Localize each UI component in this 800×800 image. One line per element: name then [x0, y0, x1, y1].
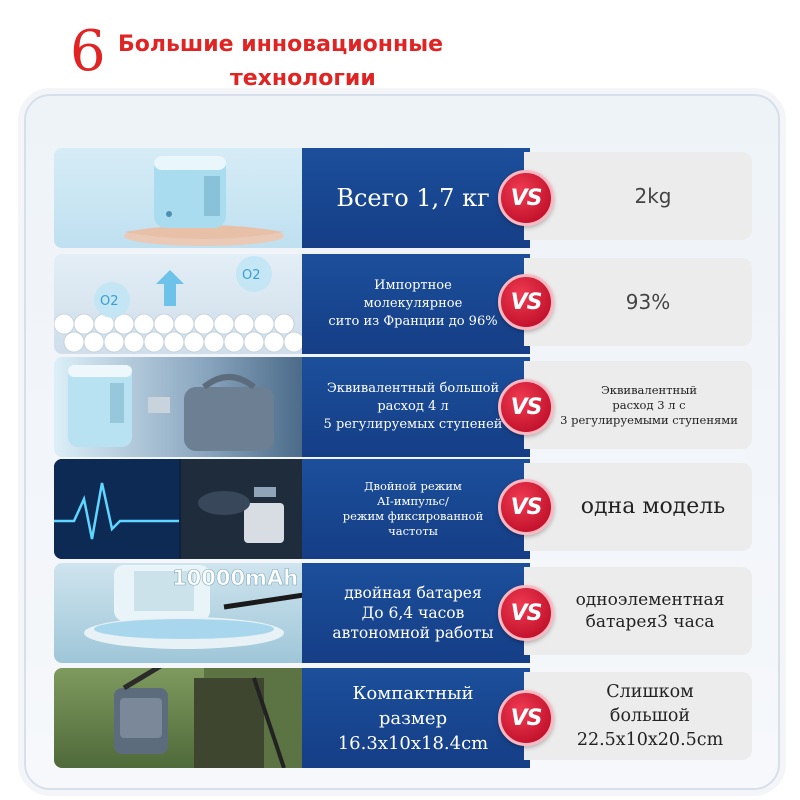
feature-line: До 6,4 часов — [361, 604, 465, 622]
feature-line: 5 регулируемых ступеней — [323, 417, 503, 432]
comparison-row-size — [54, 668, 750, 768]
feature-flow — [302, 357, 530, 457]
competitor-line: Эквивалентный — [600, 382, 698, 397]
competitor-line: расход 3 л с — [612, 397, 686, 412]
competitor-mode — [524, 463, 752, 551]
feature-line: Всего 1,7 кг — [336, 184, 490, 212]
feature-line: сито из Франции до 96% — [328, 314, 498, 329]
molecular-sieve-image — [54, 254, 304, 354]
feature-battery — [302, 563, 530, 663]
comparison-row-flow — [54, 357, 750, 457]
device-comparison-image — [54, 357, 304, 457]
feature-line: Двойной режим — [364, 479, 462, 493]
competitor-line: одна модель — [580, 494, 726, 519]
o2-label: O2 — [242, 268, 261, 283]
feature-line: Эквивалентный большой — [326, 381, 500, 396]
competitor-weight — [524, 152, 752, 240]
vs-badge: VS — [498, 170, 554, 226]
competitor-line: Слишком — [606, 682, 694, 702]
feature-line: режим фиксированной — [342, 509, 484, 523]
feature-line: расход 4 л — [377, 399, 449, 414]
feature-line: Компактный — [352, 682, 474, 704]
feature-mode — [302, 459, 530, 559]
competitor-line: большой — [609, 706, 691, 726]
competitor-line: 22.5x10x20.5cm — [576, 730, 724, 750]
competitor-flow — [524, 361, 752, 449]
vs-badge: VS — [498, 585, 554, 641]
battery-image — [54, 563, 304, 663]
feature-weight — [302, 148, 530, 248]
vs-badge: VS — [498, 274, 554, 330]
feature-line: молекулярное — [363, 296, 463, 311]
feature-line: 16.3x10x18.4cm — [337, 732, 489, 754]
competitor-line: 3 регулируемыми ступенями — [560, 412, 738, 427]
comparison-row-weight — [54, 148, 750, 248]
feature-size — [302, 668, 530, 768]
comparison-row-sieve — [54, 254, 750, 354]
outdoor-backpack-image — [54, 668, 304, 768]
feature-line: частоты — [388, 524, 438, 538]
pulse-mode-image — [54, 459, 304, 559]
feature-line: AI-импульс/ — [377, 494, 449, 508]
page-title-line1: Большие инновационные — [118, 32, 444, 57]
o2-label: O2 — [100, 294, 119, 309]
comparison-row-mode — [54, 459, 750, 559]
section-number: 6 — [70, 19, 106, 84]
device-on-hand-image — [54, 148, 304, 248]
competitor-line: батарея3 часа — [585, 612, 715, 632]
feature-line: автономной работы — [332, 624, 494, 642]
feature-line: размер — [378, 707, 448, 729]
vs-badge: VS — [498, 379, 554, 435]
competitor-sieve — [524, 258, 752, 346]
battery-capacity-label: 10000mAh — [172, 566, 299, 590]
competitor-size — [524, 672, 752, 760]
competitor-line: 2kg — [634, 184, 672, 208]
competitor-line: одноэлементная — [575, 590, 725, 610]
feature-line: Импортное — [374, 278, 452, 293]
page-header — [0, 0, 800, 100]
vs-badge: VS — [498, 479, 554, 535]
page-title-line2: технологии — [230, 66, 376, 91]
feature-sieve — [302, 254, 530, 354]
vs-badge: VS — [498, 690, 554, 746]
feature-line: двойная батарея — [344, 584, 482, 602]
competitor-line: 93% — [625, 290, 671, 314]
comparison-row-battery — [54, 563, 750, 663]
competitor-battery — [524, 567, 752, 655]
